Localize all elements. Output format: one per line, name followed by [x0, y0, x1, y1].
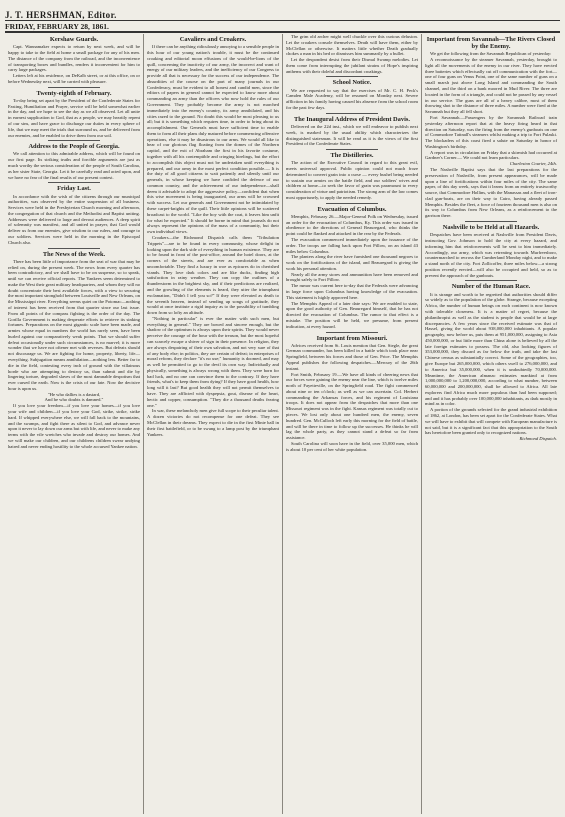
article-paragraph: South Carolina will soon have in the field, over 35,000 men, which is about 10 per cent of her white population. [286, 440, 418, 452]
editor-line: J. T. HERSHMAN, Editor. [5, 10, 117, 20]
divider [48, 248, 101, 249]
article-evacuation-columbus [286, 206, 418, 301]
article-inaugural-address [286, 116, 418, 147]
article-paragraph: The action of the Executive Council in regard to this great evil, meets universal approval. Public opinion could not much froze determined to convert grain into a curse — every bushel being needed to sustain our armies on the battle field, and our soldiers' wives and children at home—to seek the favor of grain was paramount to every consideration of virtue and patriotism. The strong arm of the law comes most opportunely, to apply the needed remedy. [286, 160, 418, 200]
article-signature: Richmond Dispatch. [519, 436, 557, 442]
article-heading: Address to the People of Georgia. [28, 143, 120, 151]
article-paragraph: "Nothing in particular" is ever the matter with such men, but everything in general." They are bowed and sincere enough, but the shadow of the optimism is always upon their spirits. They would never perceive the courage of the hour with the treason, but the most hopeful can scarcely escape a shiver of sign in their presence. In religion, they are always despairing of their own salvation, and not very sure of that of any body else; in politics, they are certain of defeat; in enterprises of moral reform, they declare "it's no use;" humanity is doomed, and may as well be permitted to go to the devil its own way. Individually and physically, something is always wrong with them. They were born for bad luck, and no one can convince them to the contrary. If they have friends, what's to keep them from dying? If they have good health, how long will it last? But good health they will not permit themselves to have. They are afflicted with dyspepsia, gout, disease of the heart, hectic and copper, consumption. "They die a thousand deaths fearing one." [147, 315, 279, 408]
divider [465, 221, 518, 222]
issue-date: FRIDAY, FEBRUARY 28, 1861. [5, 21, 109, 31]
divider [326, 76, 379, 77]
article-paragraph: It is strange and worth to be regretted that authorities should differ so widely as to the population of the globe. Strange, because excepting Africa, the number of human beings on each continent is now known with tolerable closeness. It is a matter of regret, because the philanthropist as well as the student is people that would be at large discrepancies. A few years since the received estimate was that of Hassel, giving the world about 938,000,000 inhabitants. A popular geography, now before us, puts them at 951,000,000, assigning to Asia 450,000,000, or but little more than China alone is believed by all the late foreign estimates to possess. The old, also looking figures of 353,000,000, they discard as far below the truth, and take the last Chinese census as substantially correct. Some of the geographies, too, give Europe but 265,000,000, which others swell to 276,000,000, and to America but 35,000,000, when it is undoubtedly 70,000,000. Meantime, the American almanac estimates mankind at from 1,000,000,000 to 1,200,000,000, according to what number, between 60,000,000 and 200,000,000, shall be allowed to Africa. All late explorers find Africa much more populous than had been supposed; and and it has probably over 100,000,000 inhabitants, as dark mostly in mind as in color. [425, 291, 557, 407]
article-paragraph: The rumor was current here to-day that the Federals were advancing in large force upon Columbus having knowledge of the evacuation. This statement is highly approved here. [286, 283, 418, 300]
quote-line: And he who doubts is damned." [44, 397, 104, 403]
article-paragraph: The evacuation commenced immediately upon the issuance of the order. The troops are falling back upon Fort Pillow, on an island 43 miles below Columbus. [286, 237, 418, 254]
article-heading: Important from Missouri. [316, 334, 388, 342]
article-heading: Number of the Human Race. [451, 283, 531, 291]
article-paragraph: If you love your freedom—if you love your homes—if you love your wife and children—if you love your God, strike, strike, strike hard. If whipped everywhere else, we will fall back to the mountains, and the swamps, and fight there as silent to God, and advance never upon it never to lay down our arms but with life, and never to make any terms with the vile wretches who invade and destroy our homes. And we will make our children, and our childrens children swear undying hatred and never ending hostility to the whole accursed Yankee nation. [8, 403, 140, 449]
article-paragraph: Advices received from St. Louis mention that Gen. Siegle, the great German commander, has been killed in a battle which took place near Springfield, between his forces and those of Gen. Price. The Memphis Appeal publishes the following despatches.—Mercury of the 26th instant. [286, 342, 418, 371]
article-paragraph: Letters left at his residence, on DeKalb street, or at this office, on or before Wednesday next, will be carried with pleasure. [8, 73, 140, 84]
article-paragraph: The Memphis Appeal of a later date says: We are enabled to state, upon the good authority of Gen. Beauregard himself, that he has not directed the evacuation of Columbus. The rumor to that effect is a mistake. The position will be held, we presume, from present indication, at every hazard. [286, 300, 418, 329]
article-nashville-held [425, 224, 557, 278]
column-1 [5, 34, 144, 814]
article-kershaw-guards [8, 36, 140, 85]
article-cavaliers-croakers [147, 36, 279, 437]
column-2 [144, 34, 283, 814]
article-paragraph: We call attention to this admirable address, which will be found on our first page. Its striking truths and forcible arguments are just as much worthy the serious consideration of the people of South Carolina, as her sister State, Georgia. Let it be carefully read and acted upon, and we have no fear of the final results of our present contest. [8, 151, 140, 180]
column-4 [422, 34, 560, 814]
article-heading: Important from Savannah—The Rivers Closed by the Enemy. [426, 36, 556, 51]
article-paragraph: Despatches have been received at Nashville from President Davis, instructing Gov. Johnson to hold the city at every hazard, and informing him that reinforcements will be sent to him immediately. Accordingly, our army, which was retreating towards Murfreesboro, countermarched to recross the Cumberland Monday night, and to make a stand north of the city. Fort Zollicoffer, three miles below—a strong position recently erected—will also be occupied and held, so as to prevent the approach of the gunboats. [425, 232, 557, 278]
article-school-notice [286, 79, 418, 110]
article-human-race [425, 283, 557, 441]
article-paragraph: Let the despondent desist from their Dismal Swamp melodies. Let them come from interrupting the jubilant strains of Hope's inspiring anthems with their doleful and discordant croakings. [286, 57, 418, 74]
article-heading: School Notice. [332, 79, 372, 87]
article-heading: Friday Last. [57, 185, 91, 193]
divider [465, 280, 518, 281]
article-heading: Evacuation of Columbus. [317, 205, 387, 213]
article-paragraph: Memphis, February 26.—Major-General Polk on Wednesday, issued an order for the evacuation of Columbus, Ky. This order was issued in obedience to the directions of General Beauregard, who thinks the point could be flanked and attacked in the rear by the Federals. [286, 213, 418, 237]
article-paragraph: There has been little of importance from the seat of war that may be relied on, during the present week. The news from every quarter has been contradictory, and we shall have to be on suspense, so to speak, until we can receive official reports. The Yankees seem determined to make the West their great military headquarters, and whom they will no doubt concentrate their best available forces, with a view to securing the most important stronghold between Louisville and New Orleans, on the Mississippi river. Everything seems quiet on the Potomac—nothing of interest has been received from that quarter since our last issue. From all points of the compass fighting is the order of the day. The Gorilla Government is making desperate efforts to retrieve its sinking fortunes. Preparations on the most gigantic scale have been made, and armies whose equal in numbers the world has rarely seen, have been hurled against our comparatively weak points. That we should suffer defeat occasionally under such circumstances, is no marvel; it is more wonder that we have not oftener met with reverses. But defeats should not discourage us. We are fighting for home, property, liberty, life—everything. Subjugation means annihilation—nothing less. Better far to die in the field, contesting every inch of ground with the villainous horde who are attempting to destroy us, than submit and die by lingering torture, degraded slaves of the most damnable despotism that ever cursed the earth. Now is the crisis of our fate. Now the decisive hour is upon us. [8, 258, 140, 391]
article-paragraph: The grim old archer might well chuckle over this curious delusion. Let the croakers console themselves. Death will have them, either by McClellan or otherwise. It matters little whether Death gradually chokes a man in his bed or dismisses him summarily by a bullet. [286, 34, 418, 57]
article-paragraph: Nearly all the army stores and ammunition have been removed and brought safely to Fort Pillow. [286, 271, 418, 283]
article-heading: The News of the Week. [42, 250, 106, 258]
article-paragraph: We are requested to say that the exercises of Mr. C. H. Peck's Camden Male Academy, will be resumed on Monday next. Severe affliction in his family having caused his absence from the school room for the past few days. [286, 87, 418, 110]
article-croakers-continued [286, 34, 418, 74]
article-heading: Cavaliers and Croakers. [179, 36, 247, 43]
article-paragraph: We get the following from the Savannah Republican of yesterday: [430, 51, 552, 57]
divider [326, 149, 379, 150]
divider [48, 182, 101, 183]
columns [5, 34, 560, 814]
article-paragraph: A portion of the grounds selected for the grand industrial exhibition of 1862, at London, has been set apart for the Confederate States. What we will have to exhibit that will compete with European manufacture is not said, but it is a significant fact that this appropriation to the South has heretofore been granted only to recognized nations. [425, 407, 557, 436]
article-paragraph: The planters along the river have furnished one thousand negroes to work on the fortifications of the island, and Beauregard is giving the work his personal attention. [286, 254, 418, 271]
article-paragraph: In war, these melancholy men give full scope to their peculiar talent. A dozen victories do not recompense for one defeat. They see McClellan in their dreams. They expect to die in the first Minie ball in their first battlefield, or to be swung to a lamp post by the triumphant Yankees. [147, 408, 279, 437]
article-paragraph: To-day being set apart by the President of the Confederate States for Fasting, Humiliation and Prayer, service will be held somewhat earlier in the day, and we hope to see the day as we all observed. Let all unite in earnest supplication to God, that as a people, we may heartily repent of our sins, and have grace to discharge our duties in every sphere of life, that we may meet the trials that surround us, and be delivered from our enemies, and be enabled to drive them from our soil. [8, 97, 140, 138]
article-paragraph: A report was in circulation on Friday that a skirmish had occurred at Gardner's Corner.— We could not learn particulars. [425, 149, 557, 161]
article-paragraph: Delivered on the 22d inst., which we will endeavor to publish next week, is marked by the usual ability which characterizes the distinguished statesman. It will be read as it is the views of the first President of the Confederate States. [286, 123, 418, 147]
quote-line: "He who dallies is a dastard, [47, 391, 101, 397]
article-distilleries [286, 152, 418, 201]
article-signature: Charleston Courier, 24th. [509, 161, 557, 167]
divider [48, 140, 101, 141]
article-paragraph: The Nashville Baptist says that the last preparations for the preservation of Nashville, from present appearances, will be made upon a line of fortifications within four miles of the city. The same paper, of this day week, says that it learns from an entirely trustworthy source, that Commodore Hollins, with the Manassas and a fleet of iron-clad gun-boats, are on their way to Cairo, having already passed Memphis. Besides the fleet, a force of fourteen thousand men is also on its way to Columbus from New Orleans, as a reinforcement to the garrison there. [425, 166, 557, 219]
column-3 [283, 34, 422, 814]
article-heading: Twenty-eighth of February. [36, 89, 112, 97]
article-heading: The Distilleries. [330, 152, 374, 160]
article-paragraph: Fort Smith, February 19.—We have all kinds of cheering news that our forces were gaining the enemy near the line, which is twelve miles north of Fayetteville, on the Springfield road. The fight commenced about nine or ten o'clock; as well as we can ascertain. Col. Herbert commanding the Arkansas forces, and his regiment of Louisiana troops. It does not appear from the despatches that more than one Missouri regiment was in the fight. Kansas regiment was totally cut to pieces. We lost only about one hundred men, the enemy, seven hundred. Gen. McCulloch left early this morning for the field of battle, and will be there in time to follow up the successes. He thinks he will lag the whole party, as they cannot stand a defeat so far from assistance. [286, 371, 418, 441]
article-memphis-appeal [286, 301, 418, 330]
article-paragraph: In accordance with the wish of the citizens through our municipal authorities, was observed by the entire suspension of all business. Services were held in the Presbyterian Church morning and afternoon, the congregation of that church and the Methodist and Baptist uniting. Addresses were delivered to large and devout audiences. A deep spirit of solemnity was manifest, and all united in prayer, that God would deliver us from our enemies, give wisdom to our rulers, and courage to our soldiers. Services were held in the morning in the Episcopal Church also. [8, 193, 140, 245]
article-nashville-baptist [425, 167, 557, 219]
article-savannah [425, 36, 557, 167]
article-paragraph: Fort Savannah.—Passengers by the Savannah Railroad train yesterday afternoon report that at the heavy firing heard in that direction on Saturday, was the firing from the enemy's gunboats on one of Commodore Tattnall's steamers whilst making a trip to Fort Pulaski. The blockaders of this coast fired a salute on Saturday in honor of Washington's birthday. [425, 114, 557, 149]
article-heading: The Inaugural Address of President Davis. [294, 115, 410, 123]
article-paragraph: Croakers—the Richmond Dispatch calls them "Tribulation Trippets"—are to be found in every community, whose delight in looking upon the dark side of everything in human existence. They are to be found in front of the post-office, around the hotel doors, at the corners of the streets, and are ever as comfortable as when uncomfortable. They find a luxury in woe as epicures do in cherished viands. They love dark colors and are like ducks, finding high satisfaction in rainy weather. They can copy the outlines of a thunderstorm in the brightest sky, and if their predictions are realized, and the growling of the elements is heard, they utter the triumphant exclamation, "Didn't I tell you so?" If they were elevated as death to the seventh heaven, instead of sending up songs of gratitude, they would at once institute a rigid inquiry as to the possibility of tumbling down from so lofty an altitude. [147, 234, 279, 316]
article-missouri [286, 335, 418, 453]
divider [326, 203, 379, 204]
article-paragraph: A reconnoissance by the steamer Savannah, yesterday, brought to light all the movements of the enemy in our river. They have erected three batteries which effectually cut off communication with the fort—one of four guns on Venus Point, one of the same number of guns on a small marsh just above Long Island and commanding the South channel, and the third on a bank moored in Mud River. The three are located in the form of a triangle, and could not be passed by any vessel in our service. The guns are all of a heavy calibre, most of them throwing shot to the distance of three miles. A number were fired at the Savannah but they all fell short. [425, 57, 557, 115]
article-paragraph: Capt. Wannamaker expects to return by next week, and will be happy to take to the field at home a small package for any of his men. The distance of the company from the railroad, and the inconvenience of transporting boxes and bundles, renders it inconvenient for him to carry large packages. [8, 44, 140, 73]
article-heading: Kershaw Guards. [49, 36, 99, 43]
divider [326, 113, 379, 114]
article-address-georgia [8, 143, 140, 180]
dateline [5, 21, 560, 33]
article-twenty-eighth [8, 90, 140, 139]
article-news-of-week [8, 251, 140, 450]
masthead [5, 2, 560, 21]
divider [48, 87, 101, 88]
divider [326, 332, 379, 333]
article-paragraph: If there can be anything ridiculously annoying to a sensible people in this hour of our young nation's trouble, it must be the continued croaking and editorial moon effusions of the would-be-lions of the quill, concerning the inactivity of our army, the incorrect and want of energy of our military leaders, and the inefficiency of our Congress to provide all that is necessary for the success of our independence. The absurdities of the course on the part of many journals in our Confederacy, must be evident to all honest and candid men, since the editors of papers in general cannot be expected to know more about commanding an army than the officers who now hold the rules of our Government. They probably become the army is not marched immediately into the enemy's country, its army annihilated, and his cities razed to the ground. No doubt this would be most pleasing to us all; but it is something which requires time, in order to bring about its accomplishment. Our Generals must have sufficient time to enable them to form all their plans duly matured before commencing offensive operations, else it may be disastrous to our arms. We would all like to hear of our glorious flag floating from the domes of the Northern capitol, and the exit of Abraham the first in his favorite costume, together with all his contemptible and cringing hirelings, but the effort to accomplish this object must not be undertaken until everything is prepared, and our army in the most perfect condition possible.— It is the duty of all good citizens to wait patiently and silently until our generals, in whose keeping we have confided the defence of our common country, and the achievement of our independence—shall deem it advisable to adopt the aggressive policy—confident that when this wise movement is being inaugurated, our arms will be crowned with success. Let our generals and Government not be intimidated by these carpet-knights of the quill. Their little opinions will be scattered broadcast to the world. "Like the boy with the coat, it leaves him unfit for what he expected." It should be borne in mind that journals do not always represent the opinions of the mass of a community, but their own individual views. [147, 44, 279, 235]
article-heading: Nashville to be Held at all Hazards. [442, 224, 540, 231]
article-friday-last [8, 185, 140, 245]
